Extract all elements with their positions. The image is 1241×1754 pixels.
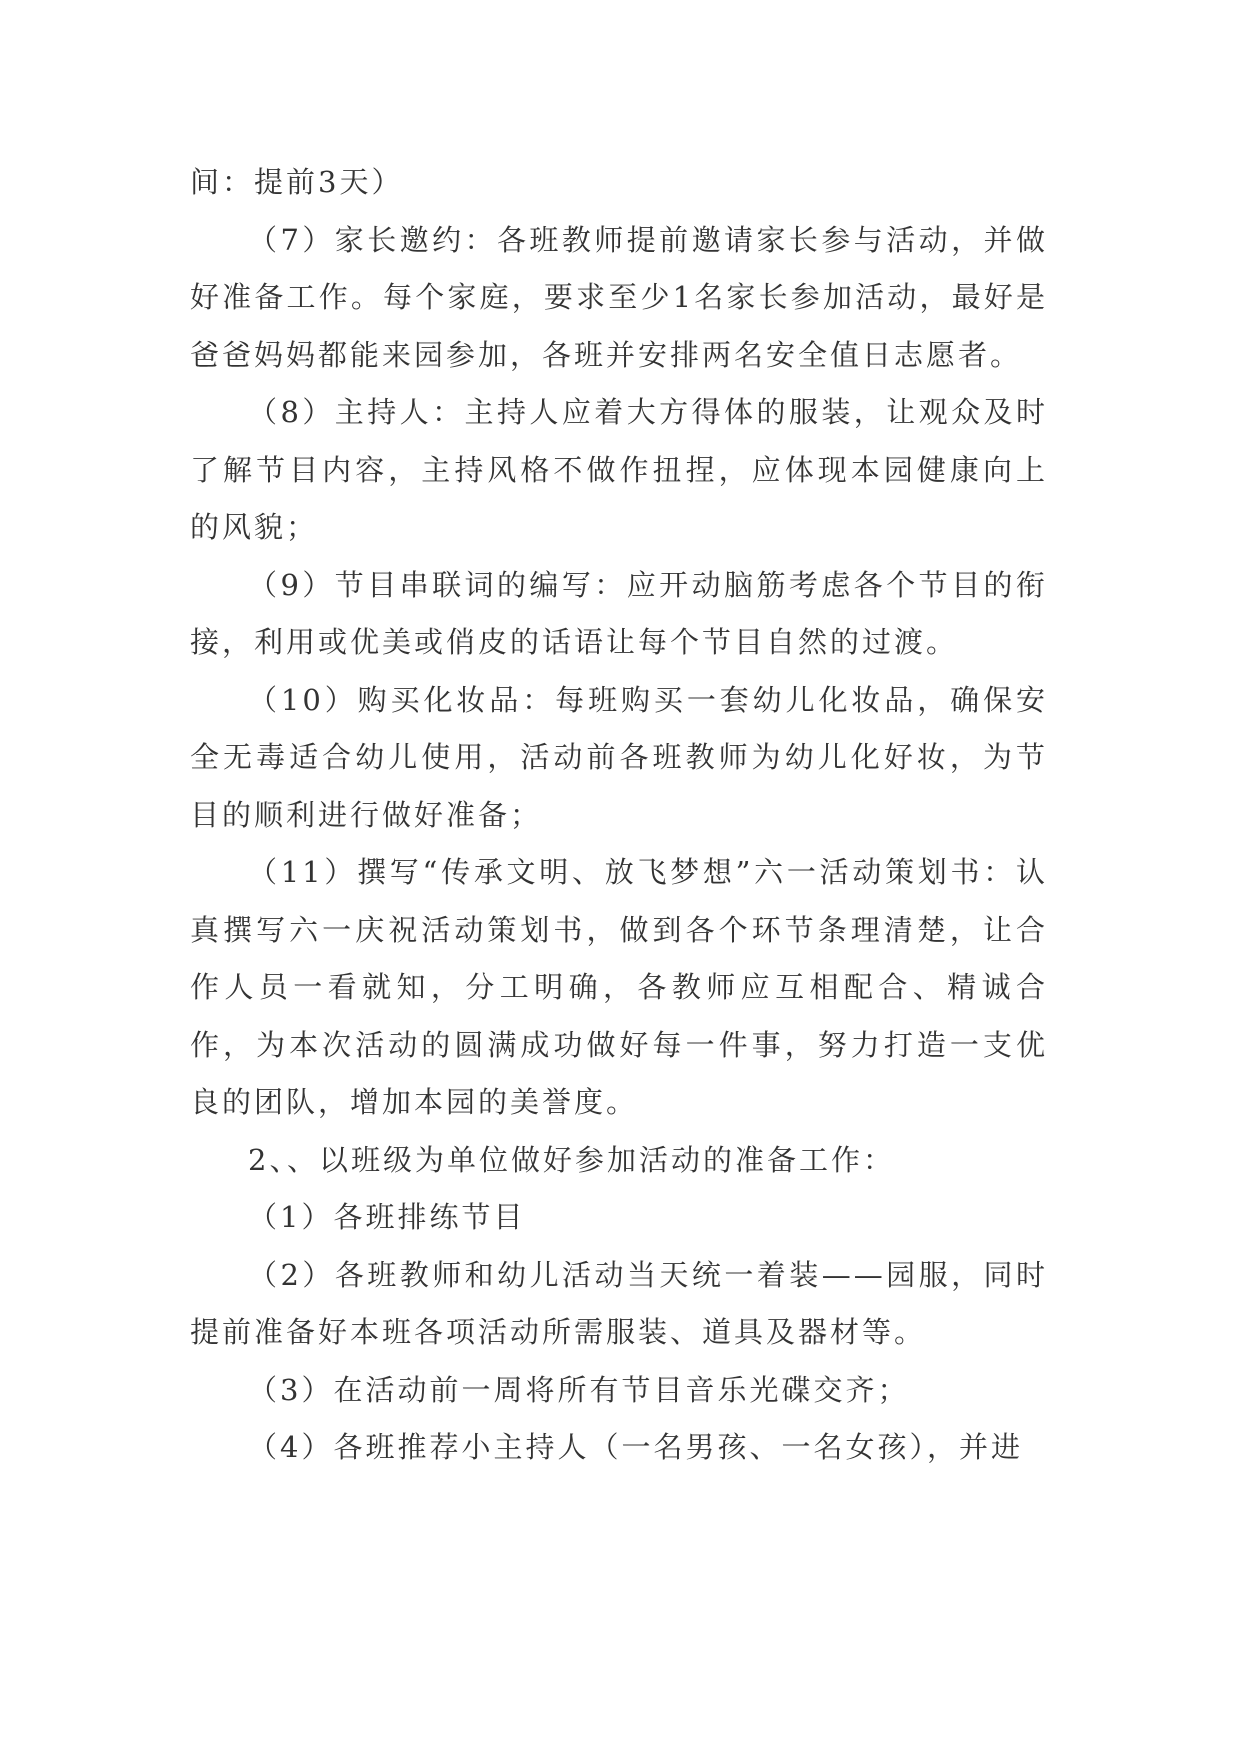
paragraph-planning-document: （11）撰写“传承文明、放飞梦想”六一活动策划书：认真撰写六一庆祝活动策划书，做到各个环节条理清楚，让合作人员一看就知，分工明确，各教师应互相配合、精诚合作，为本次活动的圆满成功做好每一件事，努力打造一支优良的团队，增加本园的美誉度。 xyxy=(190,855,1048,1119)
paragraph-cosmetics: （10）购买化妆品：每班购买一套幼儿化妆品，确保安全无毒适合幼儿使用，活动前各班教师为幼儿化好妆，为节目的顺利进行做好准备； xyxy=(190,682,1048,832)
paragraph-music-discs: （3）在活动前一周将所有节目音乐光碟交齐； xyxy=(248,1372,910,1407)
paragraph-linking-script: （9）节目串联词的编写：应开动脑筋考虑各个节目的衔接，利用或优美或俏皮的话语让每个节目自然的过渡。 xyxy=(190,567,1048,659)
paragraph-child-hosts: （4）各班推荐小主持人（一名男孩、一名女孩），并进 xyxy=(248,1430,1023,1464)
paragraph-host: （8）主持人：主持人应着大方得体的服装，让观众及时了解节目内容，主持风格不做作扭捏，应体现本园健康向上的风貌； xyxy=(190,395,1048,544)
paragraph-class-preparation-heading: 2、、以班级为单位做好参加活动的准备工作： xyxy=(248,1142,895,1177)
paragraph-parent-invitation: （7）家长邀约：各班教师提前邀请家长参与活动，并做好准备工作。每个家庭，要求至少1名家长参加活动，最好是爸爸妈妈都能来园参加，各班并安排两名安全值日志愿者。 xyxy=(190,222,1048,372)
paragraph-rehearsal: （1）各班排练节目 xyxy=(248,1200,526,1234)
paragraph-uniform: （2）各班教师和幼儿活动当天统一着装——园服，同时提前准备好本班各项活动所需服装、道具及器材等。 xyxy=(190,1257,1048,1349)
paragraph-continuation: 间：提前3天） xyxy=(190,165,404,199)
document-body xyxy=(190,154,1048,1477)
